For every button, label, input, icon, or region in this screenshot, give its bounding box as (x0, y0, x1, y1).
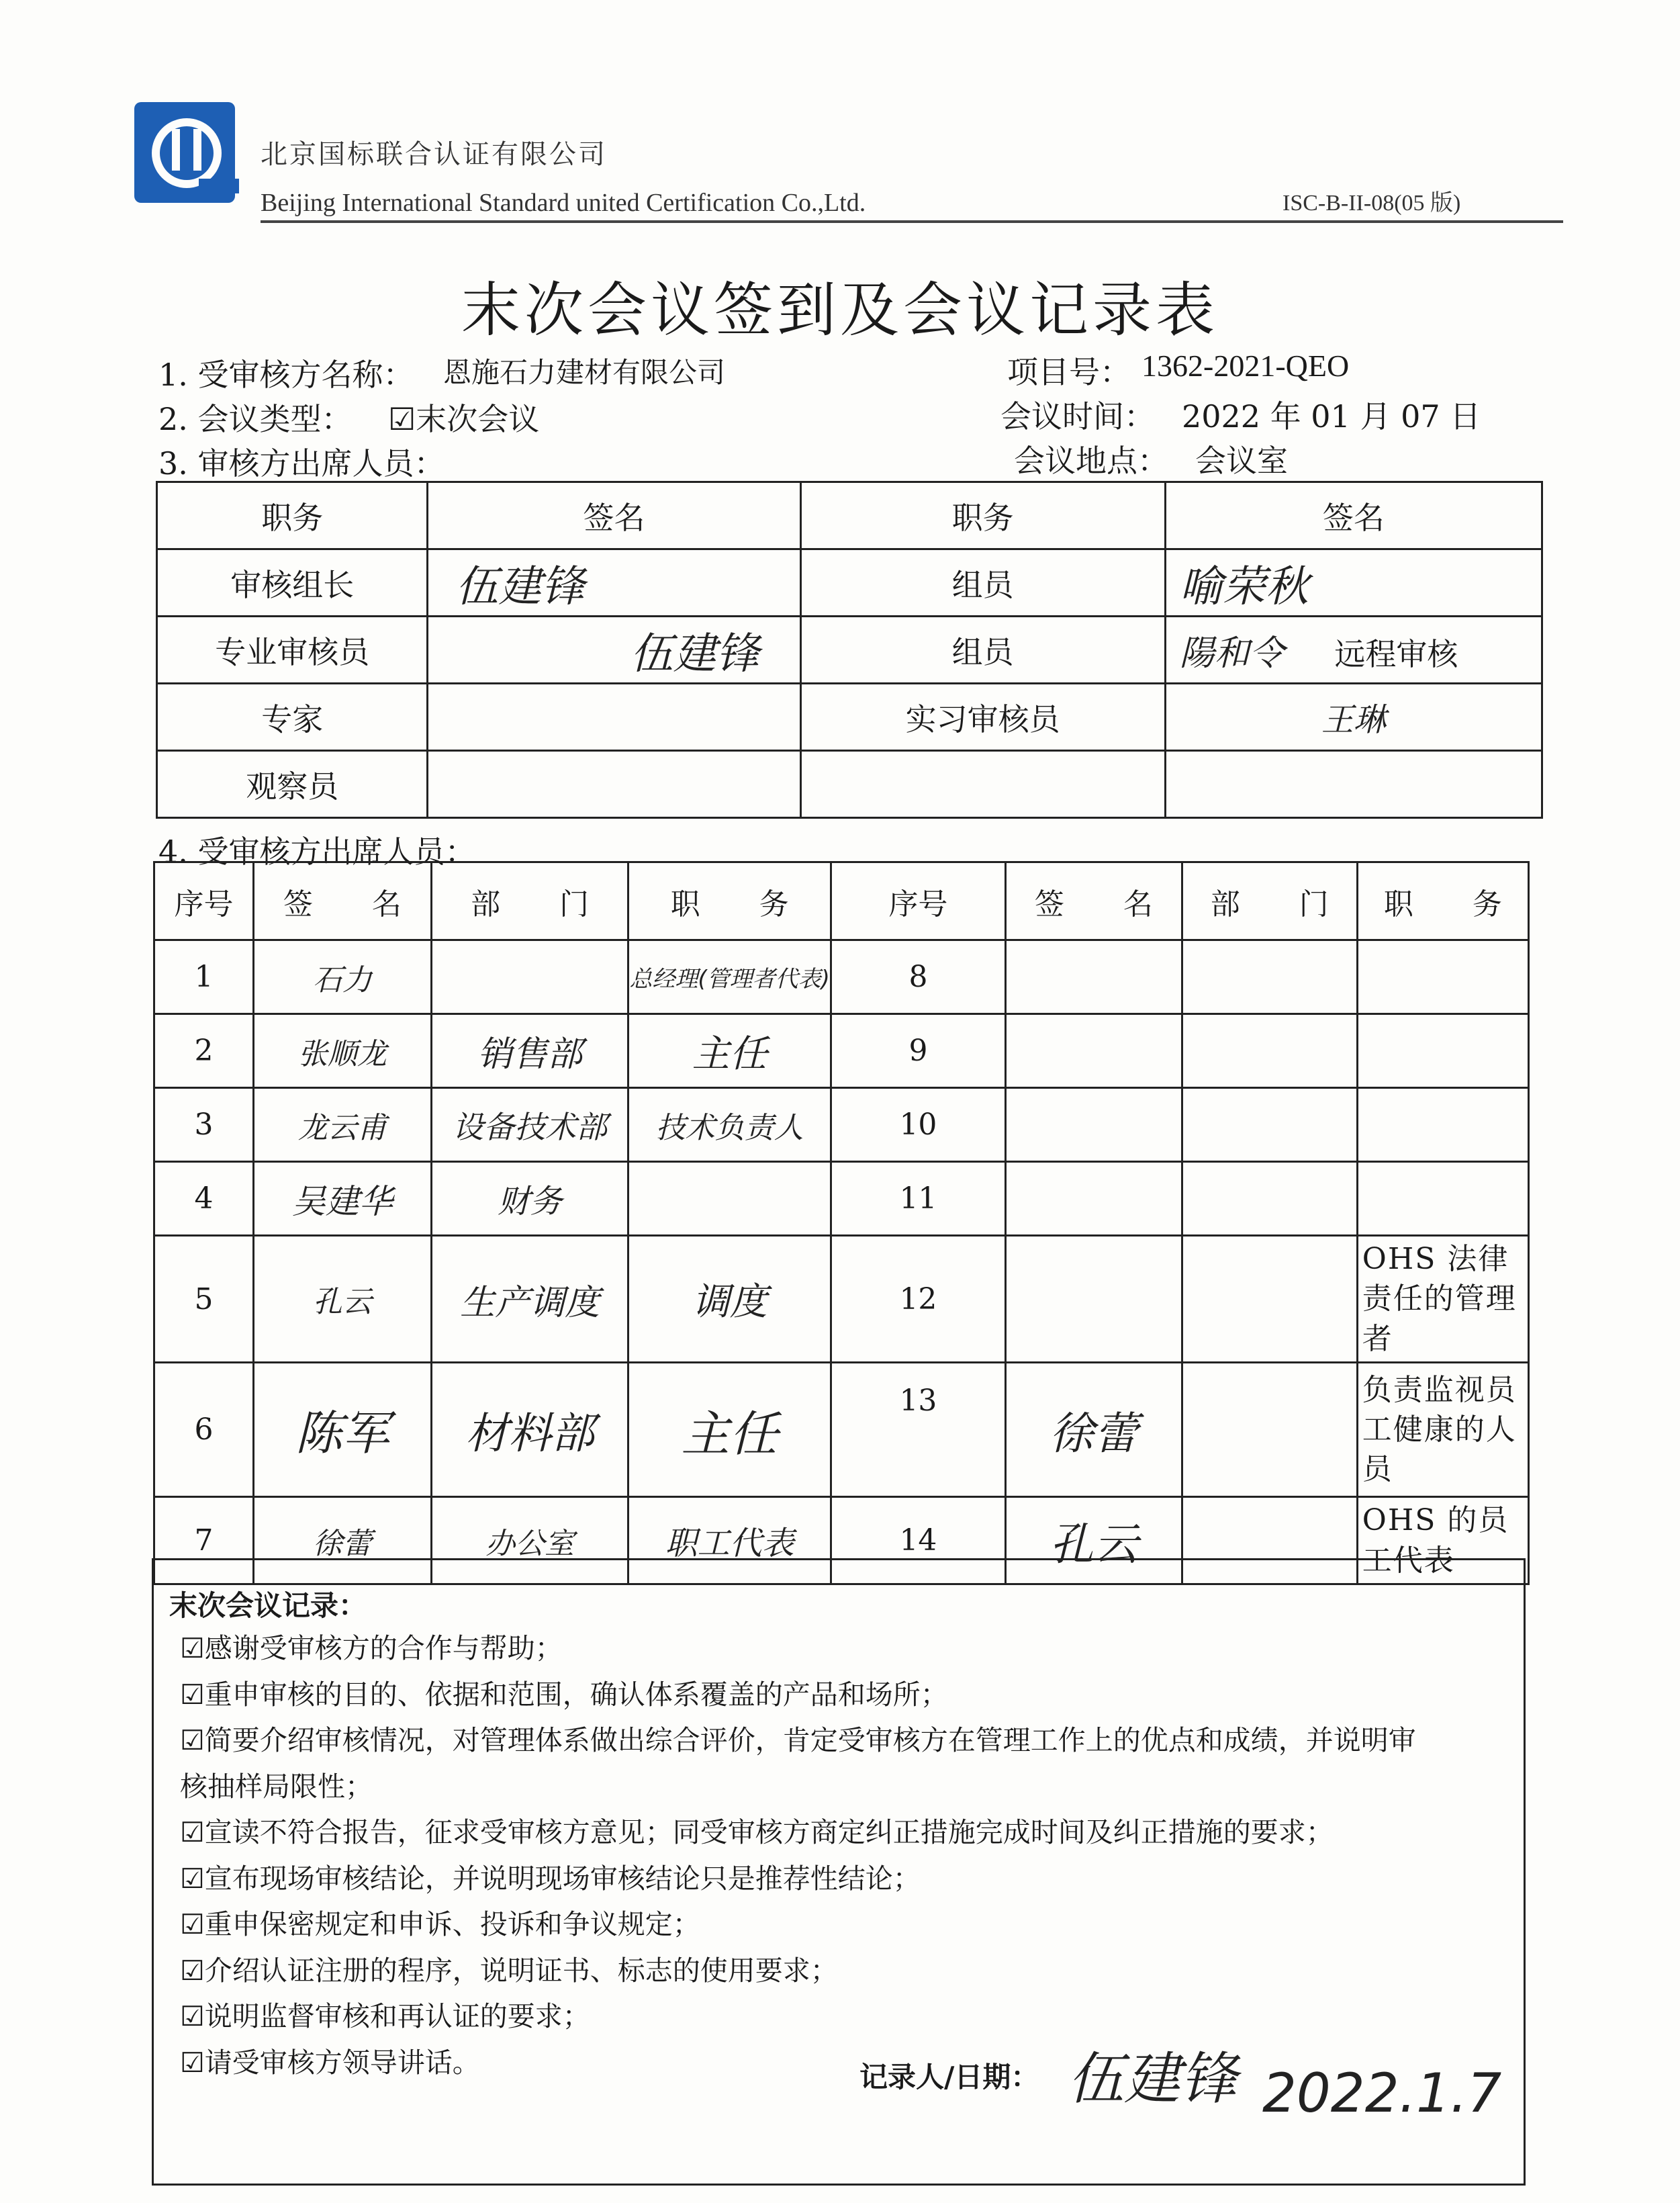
position: 主任 (628, 1363, 831, 1497)
department: 财务 (431, 1162, 628, 1236)
signature: 伍建锋 (428, 549, 800, 617)
meeting-type-value: ☑末次会议 (388, 401, 540, 437)
signature (1165, 751, 1542, 818)
position (1357, 1088, 1528, 1162)
row-number: 14 (831, 1497, 1005, 1584)
meeting-place-label: 会议地点： (1014, 443, 1168, 479)
department (1182, 1088, 1357, 1162)
department (1182, 1236, 1357, 1363)
signature: 龙云甫 (253, 1088, 431, 1162)
signature: 陈军 (253, 1363, 431, 1497)
table-row (157, 751, 1542, 818)
header-sign: 签名 (1165, 482, 1542, 549)
header-divider (261, 220, 1563, 223)
role-cell: 观察员 (157, 751, 428, 818)
meeting-record-items (180, 1625, 1509, 2085)
signature: 石力 (253, 940, 431, 1014)
meeting-record-title: 末次会议记录： (169, 1589, 367, 1622)
position: 调度 (628, 1236, 831, 1363)
row-number: 10 (831, 1088, 1005, 1162)
header-role: 职 务 (628, 862, 831, 940)
table-row (157, 617, 1542, 684)
position: OHS 法律责任的管理者 (1357, 1236, 1528, 1363)
record-item: ☑说明监督审核和再认证的要求； (180, 2000, 590, 2032)
position: OHS 的员工代表 (1357, 1497, 1528, 1584)
meeting-time-label: 会议时间： (1000, 398, 1155, 435)
row-number: 2 (154, 1014, 254, 1088)
row-number: 3 (154, 1088, 254, 1162)
auditee-attendees-label: 4. 受审核方出席人员： (158, 834, 476, 870)
position (1357, 1014, 1528, 1088)
meeting-place-value: 会议室 (1195, 443, 1288, 479)
signature (428, 751, 800, 818)
project-no-label: 项目号： (1007, 354, 1131, 390)
department: 设备技术部 (431, 1088, 628, 1162)
signature (1005, 1088, 1182, 1162)
auditor-attendees-label: 3. 审核方出席人员： (158, 445, 445, 482)
signature (1005, 1014, 1182, 1088)
row-number: 9 (831, 1014, 1005, 1088)
row-number: 5 (154, 1236, 254, 1363)
record-item: ☑请受审核方领导讲话。 (180, 2046, 480, 2079)
department (1182, 1363, 1357, 1497)
row-number: 8 (831, 940, 1005, 1014)
form-title: 末次会议签到及会议记录表 (461, 275, 1219, 345)
signature: 孔云 (1005, 1497, 1182, 1584)
row-number: 11 (831, 1162, 1005, 1236)
meeting-type-label: 2. 会议类型： (158, 401, 353, 437)
department (1182, 1014, 1357, 1088)
table-row (154, 940, 1529, 1014)
signature (1005, 1162, 1182, 1236)
role-cell: 组员 (800, 617, 1165, 684)
header-role: 职务 (800, 482, 1165, 549)
header-sign: 签 名 (1005, 862, 1182, 940)
signature: 陽和令 (1179, 633, 1285, 674)
remote-audit-note: 远程审核 (1334, 636, 1458, 672)
company-name-en: Beijing International Standard united Certification Co.,Ltd. (261, 189, 866, 217)
table-row (154, 1363, 1529, 1497)
role-cell: 实习审核员 (800, 684, 1165, 751)
signature (1005, 1236, 1182, 1363)
row-number: 6 (154, 1363, 254, 1497)
table-row (154, 1088, 1529, 1162)
signature: 喻荣秋 (1165, 549, 1542, 617)
department (1182, 1162, 1357, 1236)
row-number: 1 (154, 940, 254, 1014)
position: 职工代表 (628, 1497, 831, 1584)
table-row (154, 1014, 1529, 1088)
department: 生产调度 (431, 1236, 628, 1363)
department (1182, 940, 1357, 1014)
signature: 伍建锋 (428, 617, 800, 684)
signature: 吴建华 (253, 1162, 431, 1236)
role-cell (800, 751, 1165, 818)
record-item: ☑简要介绍审核情况，对管理体系做出综合评价，肯定受审核方在管理工作上的优点和成绩，并说明审 (180, 1724, 1416, 1756)
auditee-name-value: 恩施石力建材有限公司 (443, 356, 726, 389)
row-number: 4 (154, 1162, 254, 1236)
table-row (157, 482, 1542, 549)
record-item: 核抽样局限性； (180, 1770, 373, 1803)
document-code: ISC-B-II-08(05 版) (1282, 191, 1461, 216)
table-row (157, 684, 1542, 751)
header-no: 序号 (154, 862, 254, 940)
auditee-name-label: 1. 受审核方名称： (158, 357, 414, 393)
department: 材料部 (431, 1363, 628, 1497)
table-row (154, 1236, 1529, 1363)
department (431, 940, 628, 1014)
recorder-date: 2022.1.7 (1262, 2062, 1502, 2124)
header-dept: 部 门 (431, 862, 628, 940)
record-item: ☑宣读不符合报告，征求受审核方意见；同受审核方商定纠正措施完成时间及纠正措施的要求； (180, 1816, 1334, 1848)
record-item: ☑宣布现场审核结论，并说明现场审核结论只是推荐性结论； (180, 1862, 921, 1895)
signature: 徐蕾 (253, 1497, 431, 1584)
role-cell: 审核组长 (157, 549, 428, 617)
row-number: 13 (831, 1363, 1005, 1497)
signature (428, 684, 800, 751)
header-no: 序号 (831, 862, 1005, 940)
record-item: ☑感谢受审核方的合作与帮助； (180, 1632, 563, 1664)
table-row (154, 862, 1529, 940)
auditor-table (156, 481, 1543, 819)
position: 主任 (628, 1014, 831, 1088)
position (1357, 940, 1528, 1014)
header-sign: 签名 (428, 482, 800, 549)
header-role: 职 务 (1357, 862, 1528, 940)
role-cell: 组员 (800, 549, 1165, 617)
header-dept: 部 门 (1182, 862, 1357, 940)
record-item: ☑重申保密规定和申诉、投诉和争议规定； (180, 1908, 700, 1940)
role-cell: 专业审核员 (157, 617, 428, 684)
record-item: ☑介绍认证注册的程序，说明证书、标志的使用要求； (180, 1954, 838, 1987)
header-sign: 签 名 (253, 862, 431, 940)
department: 办公室 (431, 1497, 628, 1584)
signature: 张顺龙 (253, 1014, 431, 1088)
role-cell: 专家 (157, 684, 428, 751)
department: 销售部 (431, 1014, 628, 1088)
meeting-time-value: 2022 年 01 月 07 日 (1182, 398, 1481, 435)
position (628, 1162, 831, 1236)
signature: 徐蕾 (1005, 1363, 1182, 1497)
signature-cell (1165, 617, 1542, 684)
table-row (157, 549, 1542, 617)
position: 总经理(管理者代表) (628, 940, 831, 1014)
header-role: 职务 (157, 482, 428, 549)
signature (1005, 940, 1182, 1014)
record-item: ☑重申审核的目的、依据和范围，确认体系覆盖的产品和场所； (180, 1678, 948, 1711)
signature: 孔云 (253, 1236, 431, 1363)
position: 技术负责人 (628, 1088, 831, 1162)
table-row (154, 1162, 1529, 1236)
recorder-signature: 伍建锋 (1068, 2046, 1238, 2112)
attendee-table (153, 861, 1530, 1585)
row-number: 12 (831, 1236, 1005, 1363)
position: 负责监视员工健康的人员 (1357, 1363, 1528, 1497)
position (1357, 1162, 1528, 1236)
project-no-value: 1362-2021-QEO (1141, 349, 1350, 383)
recorder-label: 记录人/日期： (859, 2061, 1039, 2094)
row-number: 7 (154, 1497, 254, 1584)
company-logo (132, 99, 252, 214)
signature: 王琳 (1165, 684, 1542, 751)
company-name-cn: 北京国标联合认证有限公司 (261, 139, 607, 170)
